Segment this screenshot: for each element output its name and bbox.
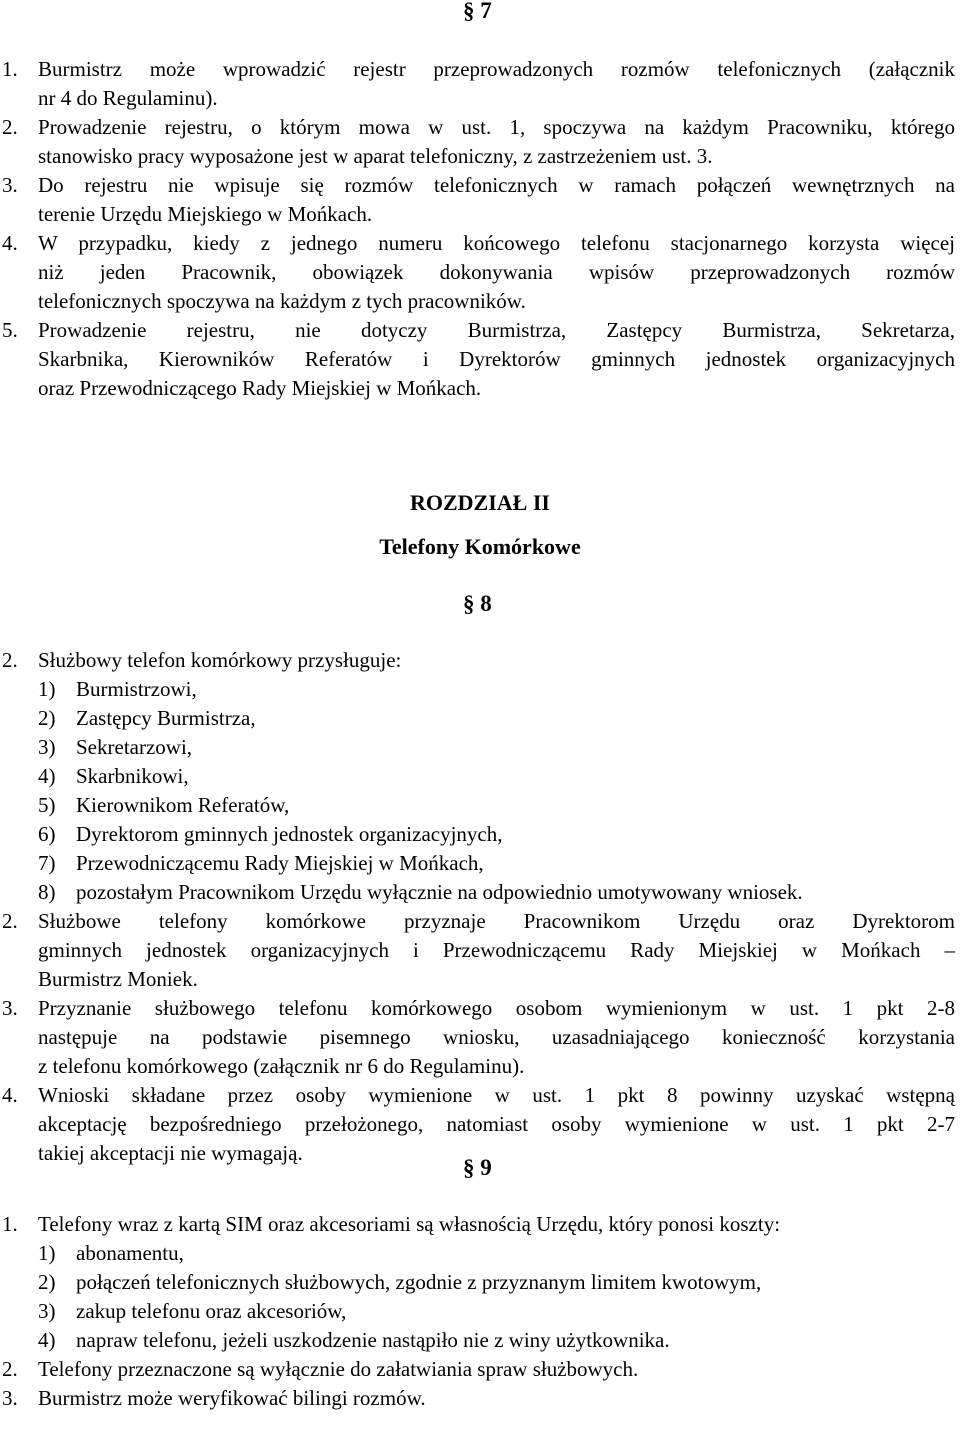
item-line: następuje na podstawie pisemnego wniosku, uzasadniającego konieczność korzystania xyxy=(38,1025,955,1049)
sublist-number: 8) xyxy=(38,880,56,904)
par9-item-intro xyxy=(0,1210,955,1239)
item-line: nr 4 do Regulaminu). xyxy=(38,86,218,110)
item-line: takiej akceptacji nie wymagają. xyxy=(38,1141,303,1165)
sublist-number: 1) xyxy=(38,1241,56,1265)
item-number: 2. xyxy=(2,1357,18,1381)
par9-sublist-item xyxy=(38,1239,184,1268)
sublist-text: połączeń telefonicznych służbowych, zgodnie z przyznanym limitem kwotowym, xyxy=(76,1270,762,1294)
sublist-text: Skarbnikowi, xyxy=(76,764,189,788)
par7-item-1 xyxy=(0,55,955,113)
item-number: 2. xyxy=(2,115,18,139)
sublist-number: 2) xyxy=(38,1270,56,1294)
section-9-heading: § 9 xyxy=(463,1155,492,1180)
item-number: 3. xyxy=(2,1386,18,1410)
sublist-number: 2) xyxy=(38,706,56,730)
item-line: Prowadzenie rejestru, nie dotyczy Burmistrza, Zastępcy Burmistrza, Sekretarza, xyxy=(38,318,955,342)
sublist-number: 7) xyxy=(38,851,56,875)
item-line: niż jeden Pracownik, obowiązek dokonywania wpisów przeprowadzonych rozmów xyxy=(38,260,955,284)
sublist-text: Kierownikom Referatów, xyxy=(76,793,290,817)
sublist-number: 5) xyxy=(38,793,56,817)
sublist-text: pozostałym Pracownikom Urzędu wyłącznie na odpowiednio umotywowany wniosek. xyxy=(76,880,803,904)
par8-sublist-item xyxy=(38,820,503,849)
item-line: oraz Przewodniczącego Rady Miejskiej w Mońkach. xyxy=(38,376,482,400)
sublist-text: Sekretarzowi, xyxy=(76,735,193,759)
chapter-subtitle: Telefony Komórkowe xyxy=(379,534,581,559)
par7-item-3 xyxy=(0,171,955,229)
item-number: 5. xyxy=(2,318,18,342)
item-line: Telefony wraz z kartą SIM oraz akcesoriami są własnością Urzędu, który ponosi koszty: xyxy=(38,1212,781,1236)
item-line: Służbowe telefony komórkowe przyznaje Pracownikom Urzędu oraz Dyrektorom xyxy=(38,909,955,933)
item-line: akceptację bezpośredniego przełożonego, natomiast osoby wymienione w ust. 1 pkt 2-7 xyxy=(38,1112,955,1136)
par8-sublist-item xyxy=(38,849,484,878)
item-number: 4. xyxy=(2,231,18,255)
item-number: 3. xyxy=(2,996,18,1020)
sublist-text: zakup telefonu oraz akcesoriów, xyxy=(76,1299,347,1323)
par9-item-3 xyxy=(0,1384,955,1413)
item-line: gminnych jednostek organizacyjnych i Przewodniczącemu Rady Miejskiej w Mońkach – xyxy=(38,938,955,962)
par8-sublist-item xyxy=(38,675,197,704)
par9-sublist-item xyxy=(38,1297,346,1326)
item-line: Przyznanie służbowego telefonu komórkowego osobom wymienionym w ust. 1 pkt 2-8 xyxy=(38,996,955,1020)
item-line: Prowadzenie rejestru, o którym mowa w ust. 1, spoczywa na każdym Pracowniku, którego xyxy=(38,115,955,139)
sublist-text: napraw telefonu, jeżeli uszkodzenie nastąpiło nie z winy użytkownika. xyxy=(76,1328,670,1352)
item-line: stanowisko pracy wyposażone jest w aparat telefoniczny, z zastrzeżeniem ust. 3. xyxy=(38,144,713,168)
sublist-number: 6) xyxy=(38,822,56,846)
item-line: Burmistrz Moniek. xyxy=(38,967,198,991)
item-line: Burmistrz może weryfikować bilingi rozmów. xyxy=(38,1386,426,1410)
item-number: 2. xyxy=(2,648,18,672)
sublist-number: 4) xyxy=(38,764,56,788)
sublist-number: 1) xyxy=(38,677,56,701)
par8-sublist-item xyxy=(38,791,289,820)
item-line: Wnioski składane przez osoby wymienione w ust. 1 pkt 8 powinny uzyskać wstępną xyxy=(38,1083,955,1107)
item-line: telefonicznych spoczywa na każdym z tych pracowników. xyxy=(38,289,526,313)
section-7-heading: § 7 xyxy=(463,0,492,23)
par9-item-2 xyxy=(0,1355,955,1384)
item-line: terenie Urzędu Miejskiego w Mońkach. xyxy=(38,202,373,226)
sublist-number: 3) xyxy=(38,1299,56,1323)
chapter-title: ROZDZIAŁ II xyxy=(410,490,550,515)
par7-item-2 xyxy=(0,113,955,171)
par8-item-intro xyxy=(0,646,955,675)
par8-sublist-item xyxy=(38,704,256,733)
par8-item-2 xyxy=(0,907,955,994)
par9-sublist-item xyxy=(38,1268,761,1297)
sublist-text: Zastępcy Burmistrza, xyxy=(76,706,256,730)
item-number: 1. xyxy=(2,57,18,81)
item-line: W przypadku, kiedy z jednego numeru końcowego telefonu stacjonarnego korzysta więcej xyxy=(38,231,955,255)
section-8-heading: § 8 xyxy=(463,591,492,616)
item-line: z telefonu komórkowego (załącznik nr 6 do Regulaminu). xyxy=(38,1054,525,1078)
sublist-text: Przewodniczącemu Rady Miejskiej w Mońkach, xyxy=(76,851,484,875)
item-number: 1. xyxy=(2,1212,18,1236)
item-line: Do rejestru nie wpisuje się rozmów telefonicznych w ramach połączeń wewnętrznych na xyxy=(38,173,955,197)
sublist-text: Dyrektorom gminnych jednostek organizacyjnych, xyxy=(76,822,503,846)
sublist-text: abonamentu, xyxy=(76,1241,184,1265)
item-line: Burmistrz może wprowadzić rejestr przeprowadzonych rozmów telefonicznych (załącznik xyxy=(38,57,955,81)
sublist-text: Burmistrzowi, xyxy=(76,677,197,701)
par8-sublist-item xyxy=(38,733,192,762)
item-number: 4. xyxy=(2,1083,18,1107)
item-number: 3. xyxy=(2,173,18,197)
par8-sublist-item xyxy=(38,762,189,791)
item-line: Telefony przeznaczone są wyłącznie do załatwiania spraw służbowych. xyxy=(38,1357,639,1381)
sublist-number: 4) xyxy=(38,1328,56,1352)
par8-sublist-item xyxy=(38,878,803,907)
par8-item-3 xyxy=(0,994,955,1081)
item-number: 2. xyxy=(2,909,18,933)
item-line: Służbowy telefon komórkowy przysługuje: xyxy=(38,648,402,672)
sublist-number: 3) xyxy=(38,735,56,759)
par9-sublist-item xyxy=(38,1326,670,1355)
par7-item-5 xyxy=(0,316,955,403)
item-line: Skarbnika, Kierowników Referatów i Dyrektorów gminnych jednostek organizacyjnych xyxy=(38,347,955,371)
par7-item-4 xyxy=(0,229,955,316)
